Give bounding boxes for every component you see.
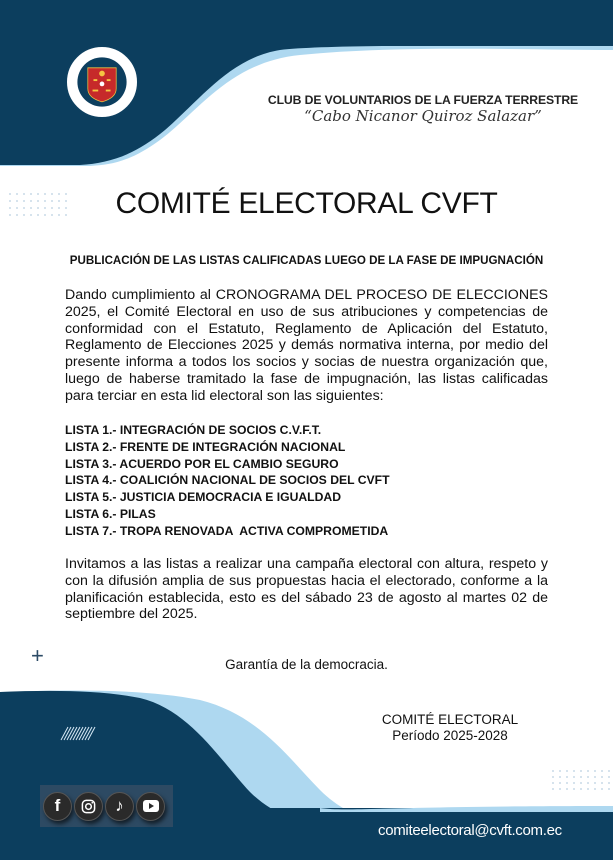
- club-logo: [65, 45, 139, 119]
- page-subtitle: PUBLICACIÓN DE LAS LISTAS CALIFICADAS LUEGO DE LA FASE DE IMPUGNACIÓN: [69, 254, 544, 267]
- facebook-icon[interactable]: f: [43, 792, 72, 821]
- signature-line2: Período 2025-2028: [392, 728, 508, 743]
- social-links: [40, 785, 173, 827]
- dot-pattern-bottom: [552, 770, 610, 790]
- list-item: LISTA 1.- INTEGRACIÓN DE SOCIOS C.V.F.T.: [65, 423, 322, 437]
- intro-paragraph: Dando cumplimiento al CRONOGRAMA DEL PROCESO DE ELECCIONES 2025, el Comité Electoral en uso de sus atribuciones y competencias de conformidad con el Estatuto, Reglamento de Aplicación del Estatuto, Reglamento de Elecciones 2025 y demás normativa interna, por medio del presente informa a todos los socios y socias de nuestra organización que, luego de haberse tramitado la fase de impugnación, las listas calificadas para terciar en esta lid electoral son las siguientes:: [65, 287, 548, 404]
- list-item: LISTA 5.- JUSTICIA DEMOCRACIA E IGUALDAD: [65, 490, 342, 505]
- club-name: CLUB DE VOLUNTARIOS DE LA FUERZA TERRESTRE: [267, 93, 579, 107]
- shield-emblem-icon: [67, 47, 137, 117]
- instagram-icon[interactable]: [74, 792, 103, 821]
- invitation-paragraph: Invitamos a las listas a realizar una campaña electoral con altura, respeto y con la difusión amplia de sus propuestas hacia el electorado, conforme a la planificación establecida, esto es del sábado 23 de agosto al martes 02 de septiembre del 2025.: [65, 556, 548, 623]
- youtube-icon[interactable]: [136, 792, 165, 821]
- plus-decoration-icon: +: [31, 643, 44, 668]
- list-item: LISTA 6.- PILAS: [65, 506, 156, 521]
- qualified-lists: [65, 422, 390, 540]
- tiktok-icon[interactable]: ♪: [105, 792, 134, 821]
- page-title: COMITÉ ELECTORAL CVFT: [115, 187, 498, 220]
- signature-line1: COMITÉ ELECTORAL: [381, 712, 519, 727]
- motto: Garantía de la democracia.: [225, 657, 388, 672]
- list-item: LISTA 3.- ACUERDO POR EL CAMBIO SEGURO: [65, 456, 339, 471]
- list-item: LISTA 2.- FRENTE DE INTEGRACIÓN NACIONAL: [65, 439, 346, 454]
- list-item: LISTA 7.- TROPA RENOVADA ACTIVA COMPROMETIDA: [65, 523, 389, 538]
- signature-block: [355, 712, 545, 744]
- contact-email[interactable]: comiteelectoral@cvft.com.ec: [378, 822, 562, 839]
- club-subtitle: “Cabo Nicanor Quiroz Salazar”: [304, 107, 542, 125]
- list-item: LISTA 4.- COALICIÓN NACIONAL DE SOCIOS DEL CVFT: [65, 473, 390, 488]
